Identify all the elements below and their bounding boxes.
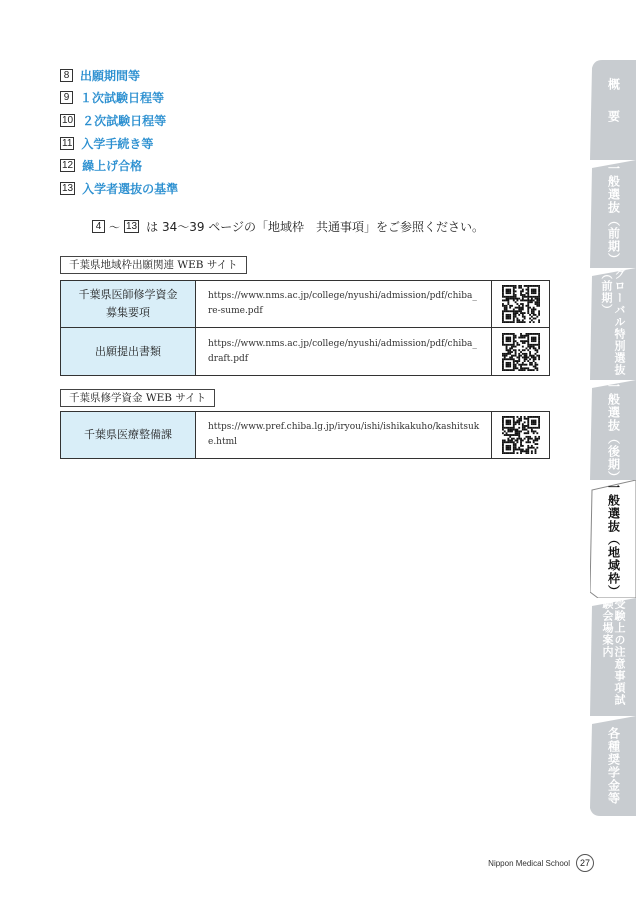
- row-label-text: 千葉県医師修学資金 募集要項: [78, 288, 178, 319]
- row-label: [61, 328, 196, 376]
- row-label-text: 千葉県医療整備課: [84, 428, 172, 441]
- side-tab-scholarships[interactable]: [590, 716, 636, 816]
- url-link[interactable]: https://www.pref.chiba.lg.jp/iryou/ishi/ishikakuho/kashitsuke.html: [196, 412, 492, 459]
- toc-item: [60, 64, 178, 87]
- url-link[interactable]: https://www.nms.ac.jp/college/nyushi/admission/pdf/chiba_re-sume.pdf: [196, 281, 492, 328]
- chiba-scholarship-links-table: [60, 411, 550, 459]
- table-row: [61, 412, 550, 459]
- toc-label: 出願期間等: [80, 68, 141, 83]
- table-row: [61, 328, 550, 376]
- qr-code-icon: [492, 281, 550, 328]
- item-number: 8: [60, 69, 73, 82]
- ref-text: は 34～39 ページの「地域枠 共通事項」をご参照ください。: [146, 220, 485, 234]
- tab-label: 概要: [606, 78, 621, 142]
- item-number: 12: [62, 160, 74, 172]
- ref-from-number: 4: [92, 220, 105, 233]
- ref-to-number: 13: [126, 221, 138, 232]
- school-name: Nippon Medical School: [488, 858, 570, 868]
- toc-item: [60, 154, 178, 177]
- toc-label: ２次試験日程等: [82, 113, 167, 128]
- tab-label: 一般選抜（前期）: [606, 162, 621, 266]
- tab-label: グローバル特別選抜（前期）: [600, 268, 626, 376]
- item-number: 11: [62, 137, 73, 149]
- item-number: 13: [62, 182, 74, 194]
- toc-label: １次試験日程等: [80, 91, 165, 106]
- row-label: [61, 412, 196, 459]
- side-index-tabs: [590, 60, 636, 816]
- side-tab-global-early[interactable]: [590, 268, 636, 380]
- item-number: 10: [62, 114, 74, 126]
- toc-list: [60, 64, 178, 200]
- reference-note: [92, 218, 484, 235]
- page-footer: [488, 854, 594, 872]
- side-tab-general-early[interactable]: [590, 160, 636, 268]
- toc-label: 入学手続き等: [81, 136, 154, 151]
- table-row: [61, 281, 550, 328]
- tab-label: 一般選抜（地域枠）: [606, 480, 621, 598]
- row-label-text: 出願提出書類: [95, 344, 161, 358]
- row-label: [61, 281, 196, 328]
- side-tab-general-regional[interactable]: [590, 480, 636, 598]
- url-link[interactable]: https://www.nms.ac.jp/college/nyushi/admission/pdf/chiba_draft.pdf: [196, 328, 492, 376]
- toc-label: 繰上げ合格: [82, 159, 143, 174]
- toc-item: [60, 132, 178, 155]
- tab-label: 各種奨学金等: [606, 727, 621, 805]
- section-label-chiba-application: 千葉県地域枠出願関連 WEB サイト: [60, 256, 247, 274]
- chiba-application-links-table: [60, 280, 550, 376]
- toc-item: [60, 177, 178, 200]
- side-tab-general-late[interactable]: [590, 380, 636, 484]
- side-tab-overview[interactable]: [590, 60, 636, 160]
- toc-item: [60, 109, 178, 132]
- side-tab-exam-notes[interactable]: [590, 598, 636, 716]
- qr-code-icon: [492, 412, 550, 459]
- tab-label: 一般選抜（後期）: [606, 380, 621, 484]
- toc-item: [60, 87, 178, 110]
- item-number: 9: [60, 91, 73, 104]
- ref-tilde: ～: [109, 220, 120, 234]
- qr-code-icon: [492, 328, 550, 376]
- page-number: 27: [576, 854, 594, 872]
- tab-label: 受験上の注意事項試験会場案内: [601, 598, 626, 706]
- toc-label: 入学者選抜の基準: [82, 181, 179, 196]
- section-label-chiba-scholarship: 千葉県修学資金 WEB サイト: [60, 389, 215, 407]
